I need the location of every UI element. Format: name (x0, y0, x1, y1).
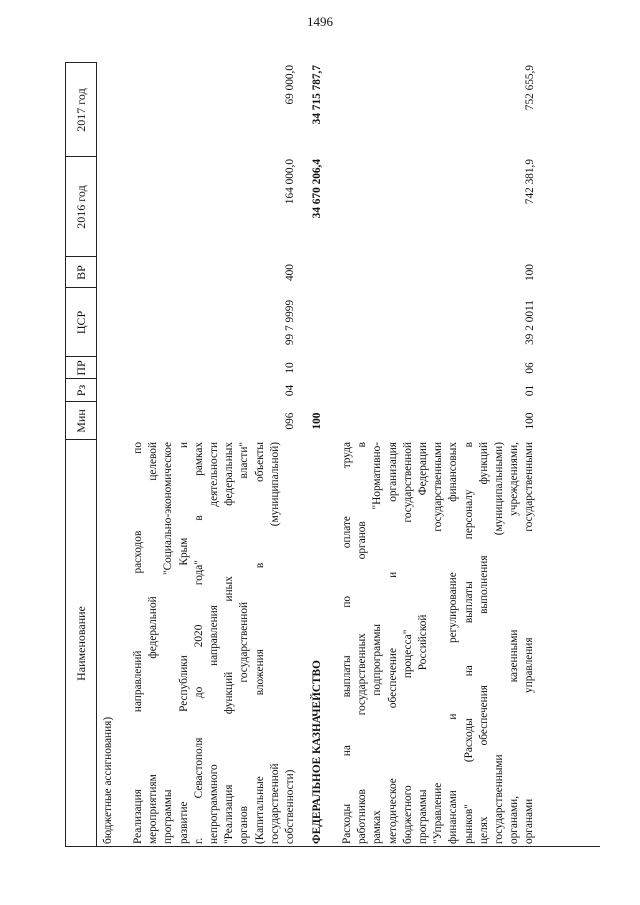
header-2017: 2017 год (73, 88, 88, 132)
row-name-line: бюджетные ассигнования) (102, 716, 114, 844)
row-name-line: г. Севастополя до 2020 года" в рамках (192, 442, 205, 844)
row-pr: 10 (284, 362, 296, 374)
row-name-line: методическое обеспечение и организация (386, 442, 399, 844)
row-name-line: "Реализация функций иных федеральных (223, 442, 236, 844)
header-min: Мин (73, 409, 88, 433)
row-rz: 04 (284, 384, 296, 397)
row-name-line: программы "Социально-экономическое (162, 442, 175, 844)
row-name-line: органами, казенными учреждениями, (508, 442, 521, 844)
row-name (131, 442, 298, 844)
row-2017: 752 655,9 (524, 65, 536, 111)
row-2016: 742 381,9 (524, 159, 536, 205)
row-name-line: финансами и регулирование финансовых (447, 442, 460, 844)
row-2016: 34 670 206,4 (311, 159, 323, 219)
header-name: Наименование (73, 606, 88, 681)
row-csr: 99 7 9999 (284, 299, 296, 346)
row-name-line: Реализация направлений расходов по (132, 442, 144, 844)
row-name-line: "Управление государственными (432, 442, 445, 844)
row-min: 100 (524, 412, 536, 430)
row-name-line: государственными (муниципальными) (492, 442, 505, 844)
row-name-line: Расходы на выплаты по оплате труда (341, 442, 353, 844)
row-2016: 164 000,0 (284, 159, 296, 205)
row-pr: 06 (524, 362, 536, 374)
row-vr: 100 (524, 264, 536, 281)
row-name (101, 442, 116, 844)
page-number: 1496 (307, 14, 333, 29)
row-name-line: мероприятиям федеральной целевой (147, 442, 160, 844)
row-vr: 400 (284, 264, 296, 281)
table-border-left (65, 846, 600, 847)
row-name-line: государственной (муниципальной) (268, 442, 281, 844)
row-name-line: непрограммного направления деятельности (207, 442, 220, 844)
header-2016: 2016 год (73, 185, 88, 229)
row-name-line: рамках подпрограммы "Нормативно- (371, 442, 384, 844)
row-min: 096 (284, 412, 296, 430)
header-rz: Рз (73, 384, 88, 397)
row-name-line: (Капитальные вложения в объекты (253, 442, 266, 844)
row-name-line: рынков" (Расходы на выплаты персоналу в (462, 442, 475, 844)
budget-table (65, 62, 600, 847)
row-name-line: целях обеспечения выполнения функций (477, 442, 490, 844)
row-name-line: развитие Республики Крым и (177, 442, 190, 844)
header-vr: ВР (73, 265, 88, 280)
header-csr: ЦСР (73, 310, 88, 335)
row-name-line: программы Российской Федерации (416, 442, 429, 844)
row-2017: 69 000,0 (284, 65, 296, 105)
row-name (340, 442, 537, 844)
row-name-line: ФЕДЕРАЛЬНОЕ КАЗНАЧЕЙСТВО (311, 660, 323, 844)
row-name-line: бюджетного процесса" государственной (401, 442, 414, 844)
row-2017: 34 715 787,7 (311, 65, 323, 125)
row-csr: 39 2 0011 (524, 300, 536, 345)
row-name-line: работников государственных органов в (356, 442, 369, 844)
row-name (310, 442, 325, 844)
header-pr: ПР (73, 360, 88, 376)
row-min: 100 (311, 412, 323, 430)
row-name-line: собственности) (283, 769, 296, 844)
row-name-line: органов государственной власти" (238, 442, 251, 844)
row-rz: 01 (524, 384, 536, 397)
row-name-line: органами управления государственными (523, 442, 536, 844)
